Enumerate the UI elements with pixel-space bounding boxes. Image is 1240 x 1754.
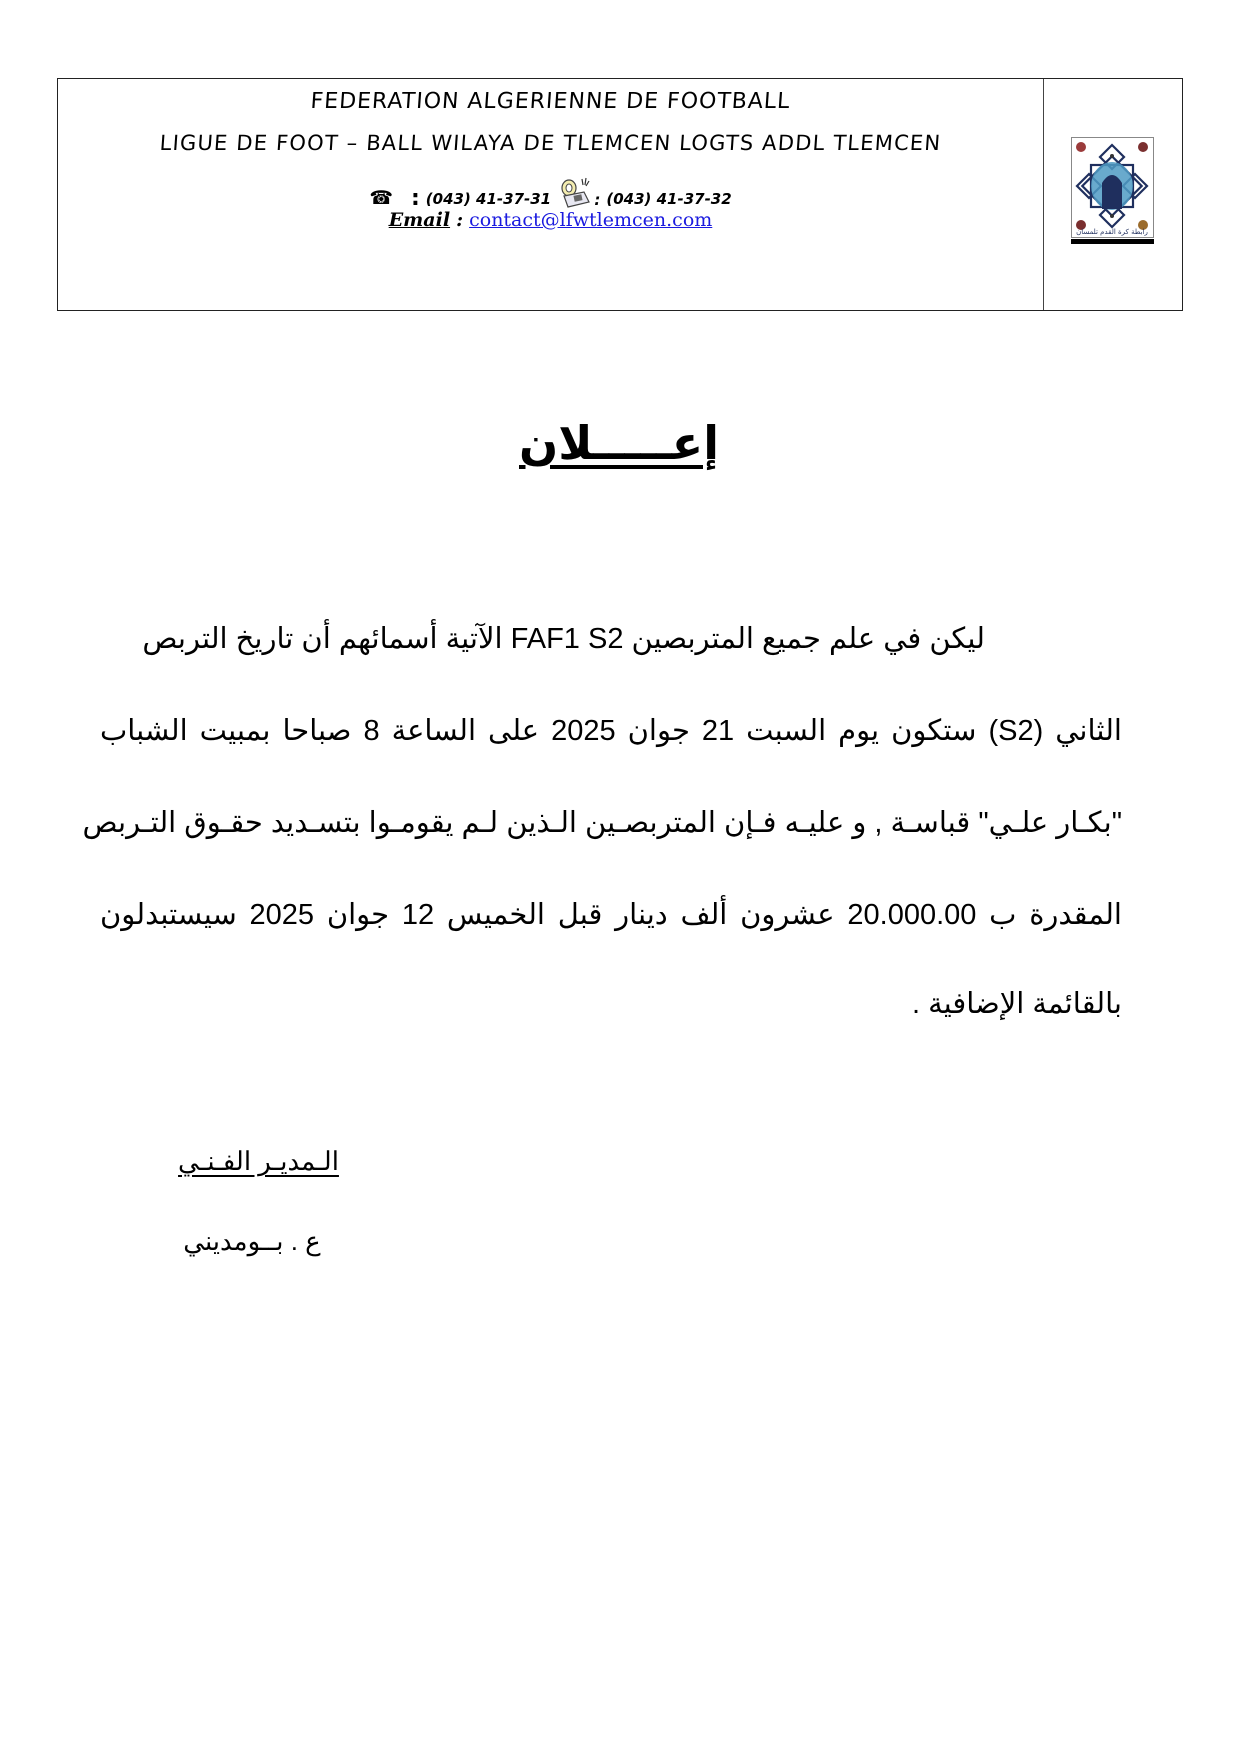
body-line-5: بالقائمة الإضافية . xyxy=(911,988,1122,1020)
letterhead-text xyxy=(58,79,1043,310)
phone-number: (043) 41-37-31 xyxy=(425,190,552,208)
fax-machine-icon xyxy=(558,176,592,210)
contact-email xyxy=(58,209,1043,231)
signatory-name: ع . بــومديني xyxy=(183,1226,321,1256)
body-line-2: الثاني (S2) ستكون يوم السبت 21 جوان 2025 على الساعة 8 صباحا بمبيت الشباب xyxy=(100,715,1122,747)
telephone-icon: ☎ xyxy=(369,187,393,209)
phone-label: : xyxy=(410,186,420,211)
body-line-1: ليكن في علم جميع المتربصين FAF1 S2 الآتية أسمائهم أن تاريخ التربص xyxy=(142,623,985,655)
fax-number: (043) 41-37-32 xyxy=(606,190,732,208)
body-line-4: المقدرة ب 20.000.00 عشرون ألف دينار قبل الخميس 12 جوان 2025 سيستبدلون xyxy=(100,899,1122,931)
letterhead xyxy=(57,78,1183,311)
email-colon: : xyxy=(456,209,464,231)
logo-caption: رابطة كرة القدم تلمسان xyxy=(1076,228,1148,236)
email-label: Email xyxy=(388,209,451,231)
announcement-title: إعـــــلان xyxy=(519,416,719,470)
signatory-title: الـمديـر الفـنـي xyxy=(178,1146,339,1176)
body-line-3: "بكـار علـي" قباسـة , و عليـه فـإن المتربصـين الـذين لـم يقومـوا بتسـديد حقـوق التـربص xyxy=(82,807,1122,839)
league-logo xyxy=(1071,137,1154,245)
email-link[interactable]: contact@lfwtlemcen.com xyxy=(469,209,713,231)
contact-phones xyxy=(58,176,1043,211)
league-name: LIGUE DE FOOT – BALL WILAYA DE TLEMCEN LOGTS ADDL TLEMCEN xyxy=(158,131,943,155)
organization-name: FEDERATION ALGERIENNE DE FOOTBALL xyxy=(309,89,792,114)
letterhead-divider xyxy=(1043,79,1044,310)
fax-label: : xyxy=(594,191,601,209)
